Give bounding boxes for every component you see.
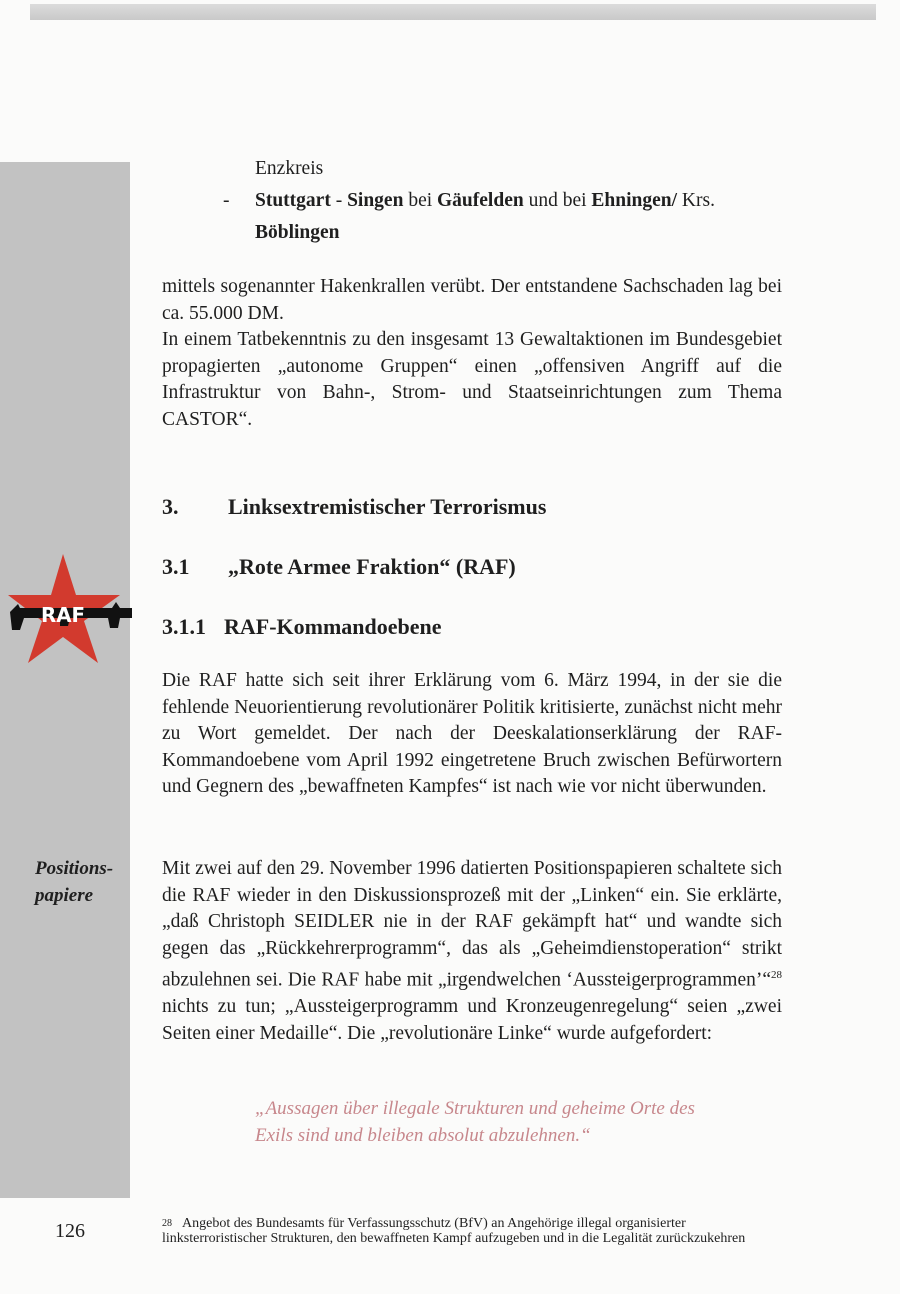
paragraph-claim: In einem Tatbekenntnis zu den insgesamt 13 Gewaltaktionen im Bundesgebiet propagierten „autonome Gruppen“ einen „offensiven Angriff auf die Infrastruktur von Bahn-, Strom- und Staatseinrichtungen zum Thema CASTOR“.: [162, 329, 782, 430]
loc-boeblingen-line: [255, 220, 340, 246]
margin-note-positionspapiere: Positions-papiere: [35, 858, 114, 906]
loc-singen: Singen: [347, 190, 404, 211]
paragraph-raf: Die RAF hatte sich seit ihrer Erklärung vom 6. März 1994, in der sie die fehlende Neuorientierung revolutionärer Politik kritisierte, zunächst nicht mehr zu Wort gemeldet. Der nach der Deeskalationserklärung der RAF-Kommandoebene vom April 1992 eingetretene Bruch zwischen Befürwortern und Gegnern des „bewaffneten Kampfes“ ist nach wie vor nicht überwunden.: [162, 670, 782, 797]
heading-3-1-title: „Rote Armee Fraktion“ (RAF): [228, 554, 516, 579]
heading-3-title: Linksextremistischer Terrorismus: [228, 494, 547, 519]
footnote-28: [162, 1216, 782, 1246]
bullet-item-locations: [255, 188, 715, 214]
sep-4: Krs.: [677, 190, 715, 211]
enzkreis-line: Enzkreis: [255, 158, 324, 179]
footnote-reference[interactable]: 28: [771, 969, 782, 981]
scan-top-edge: [30, 4, 876, 20]
paragraph-pos-part1: Mit zwei auf den 29. November 1996 datierten Positionspapieren schaltete sich die RAF wieder in den Diskussionsprozeß mit der „Linken“ ein. Sie erklärte, „daß Christoph SEIDLER nie in der RAF gekämpft hat“ und wandte sich gegen das „Rückkehrerprogramm“, das als „Geheimdienstoperation“ strikt abzulehnen sei. Die RAF habe mit „irgendwelchen ‘Aussteigerprogrammen’“: [162, 858, 782, 991]
margin-sidebar: [0, 162, 130, 1198]
loc-ehningen: Ehningen/: [591, 190, 678, 211]
paragraph-intro: mittels sogenannter Hakenkrallen verübt. Der entstandene Sachschaden lag bei ca. 55.000 DM.: [162, 276, 782, 324]
heading-3-number: 3.: [162, 494, 179, 519]
heading-3-1-1-title: RAF-Kommandoebene: [224, 614, 442, 639]
sep-3: und bei: [523, 190, 592, 211]
footnote-text: Angebot des Bundesamts für Verfassungsschutz (BfV) an Angehörige illegal organisierter linksterroristischer Strukturen, den bewaffneten Kampf aufzugeben und in die Legalität zurückzukehren: [162, 1216, 746, 1246]
loc-gaeufelden: Gäufelden: [437, 190, 524, 211]
block-quote: „Aussagen über illegale Strukturen und geheime Orte des Exils sind und bleiben absolut abzulehnen.“: [255, 1098, 695, 1146]
bullet-dash: -: [223, 190, 230, 211]
paragraph-pos-part2: nichts zu tun; „Aussteigerprogramm und Kronzeugenregelung“ seien „zwei Seiten einer Medaille“. Die „revolutionäre Linke“ wurde aufgefordert:: [162, 996, 782, 1044]
sep-1: -: [330, 190, 348, 211]
heading-3-1-1-number: 3.1.1: [162, 614, 206, 639]
heading-3-1-number: 3.1: [162, 554, 190, 579]
raf-star-logo-icon: [8, 548, 133, 675]
heading-3-1-1: [162, 614, 442, 640]
sep-2: bei: [403, 190, 438, 211]
loc-boeblingen: Böblingen: [255, 222, 340, 243]
paragraph-positionspapiere: [162, 856, 782, 1047]
heading-3-1: [162, 554, 516, 580]
page-number: 126: [55, 1220, 85, 1242]
loc-stuttgart: Stuttgart: [255, 190, 331, 211]
heading-3: [162, 494, 546, 520]
raf-logo-text: RAF: [41, 603, 85, 627]
footnote-mark: 28: [162, 1218, 172, 1229]
